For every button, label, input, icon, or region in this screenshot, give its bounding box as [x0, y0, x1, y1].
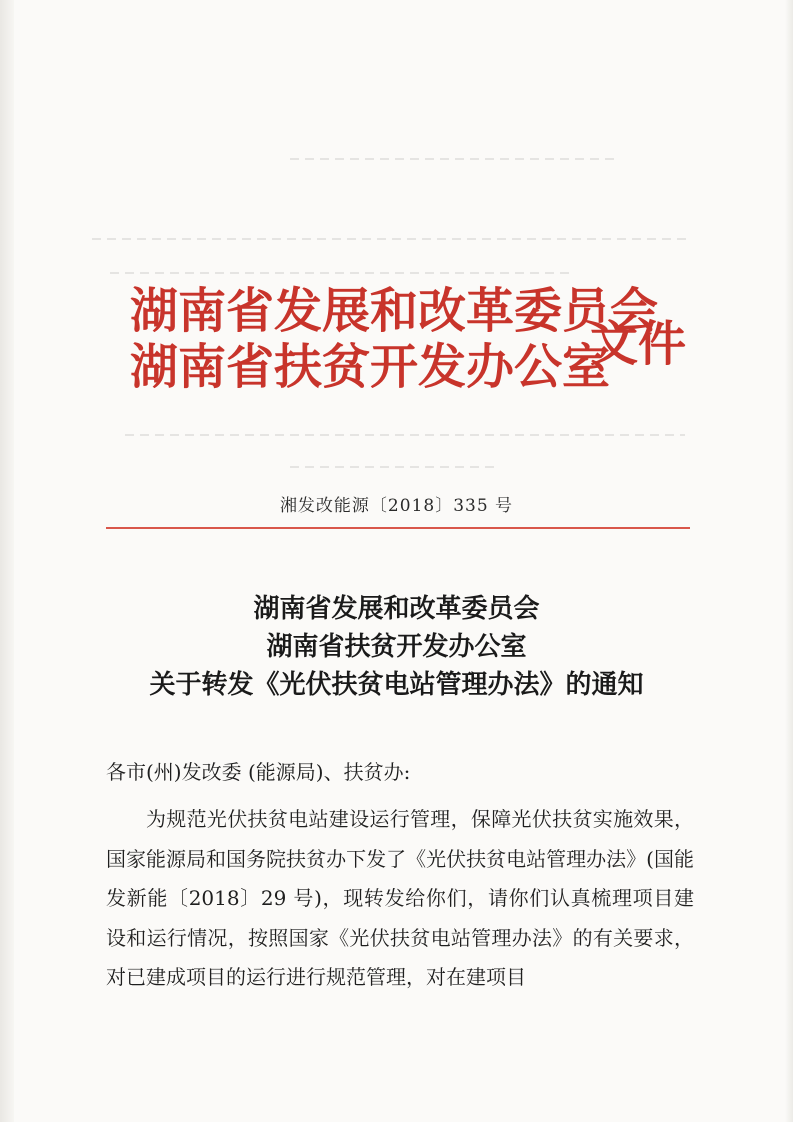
bleed-through-line — [290, 466, 500, 468]
issuer-line-1: 湖南省发展和改革委员会 — [130, 283, 659, 339]
red-divider — [106, 527, 690, 529]
bleed-through-line — [125, 434, 685, 436]
bleed-through-line — [290, 158, 620, 160]
scan-edge-right — [785, 0, 793, 1122]
bleed-through-line — [110, 272, 570, 274]
scan-edge-left — [0, 0, 14, 1122]
issuer-header — [130, 283, 658, 395]
notice-title — [0, 590, 793, 704]
title-line-3: 关于转发《光伏扶贫电站管理办法》的通知 — [149, 670, 644, 700]
document-number: 湘发改能源〔2018〕335 号 — [279, 496, 514, 516]
body-paragraph: 为规范光伏扶贫电站建设运行管理，保障光伏扶贫实施效果，国家能源局和国务院扶贫办下发了《光伏扶贫电站管理办法》(国能发新能〔2018〕29 号)，现转发给你们，请你们认真梳理项目建设和运行情况，按照国家《光伏扶贫电站管理办法》的有关要求，对已建成项目的运行进行规范管理，对在建项目 — [106, 807, 694, 989]
bleed-through-line — [92, 238, 692, 240]
title-line-1: 湖南省发展和改革委员会 — [253, 594, 540, 624]
issuer-line-2: 湖南省扶贫开发办公室 — [130, 339, 611, 395]
doc-type-label: 文件 — [590, 316, 687, 372]
title-line-2: 湖南省扶贫开发办公室 — [266, 632, 527, 662]
salutation: 各市(州)发改委 (能源局)、扶贫办: — [106, 760, 411, 784]
